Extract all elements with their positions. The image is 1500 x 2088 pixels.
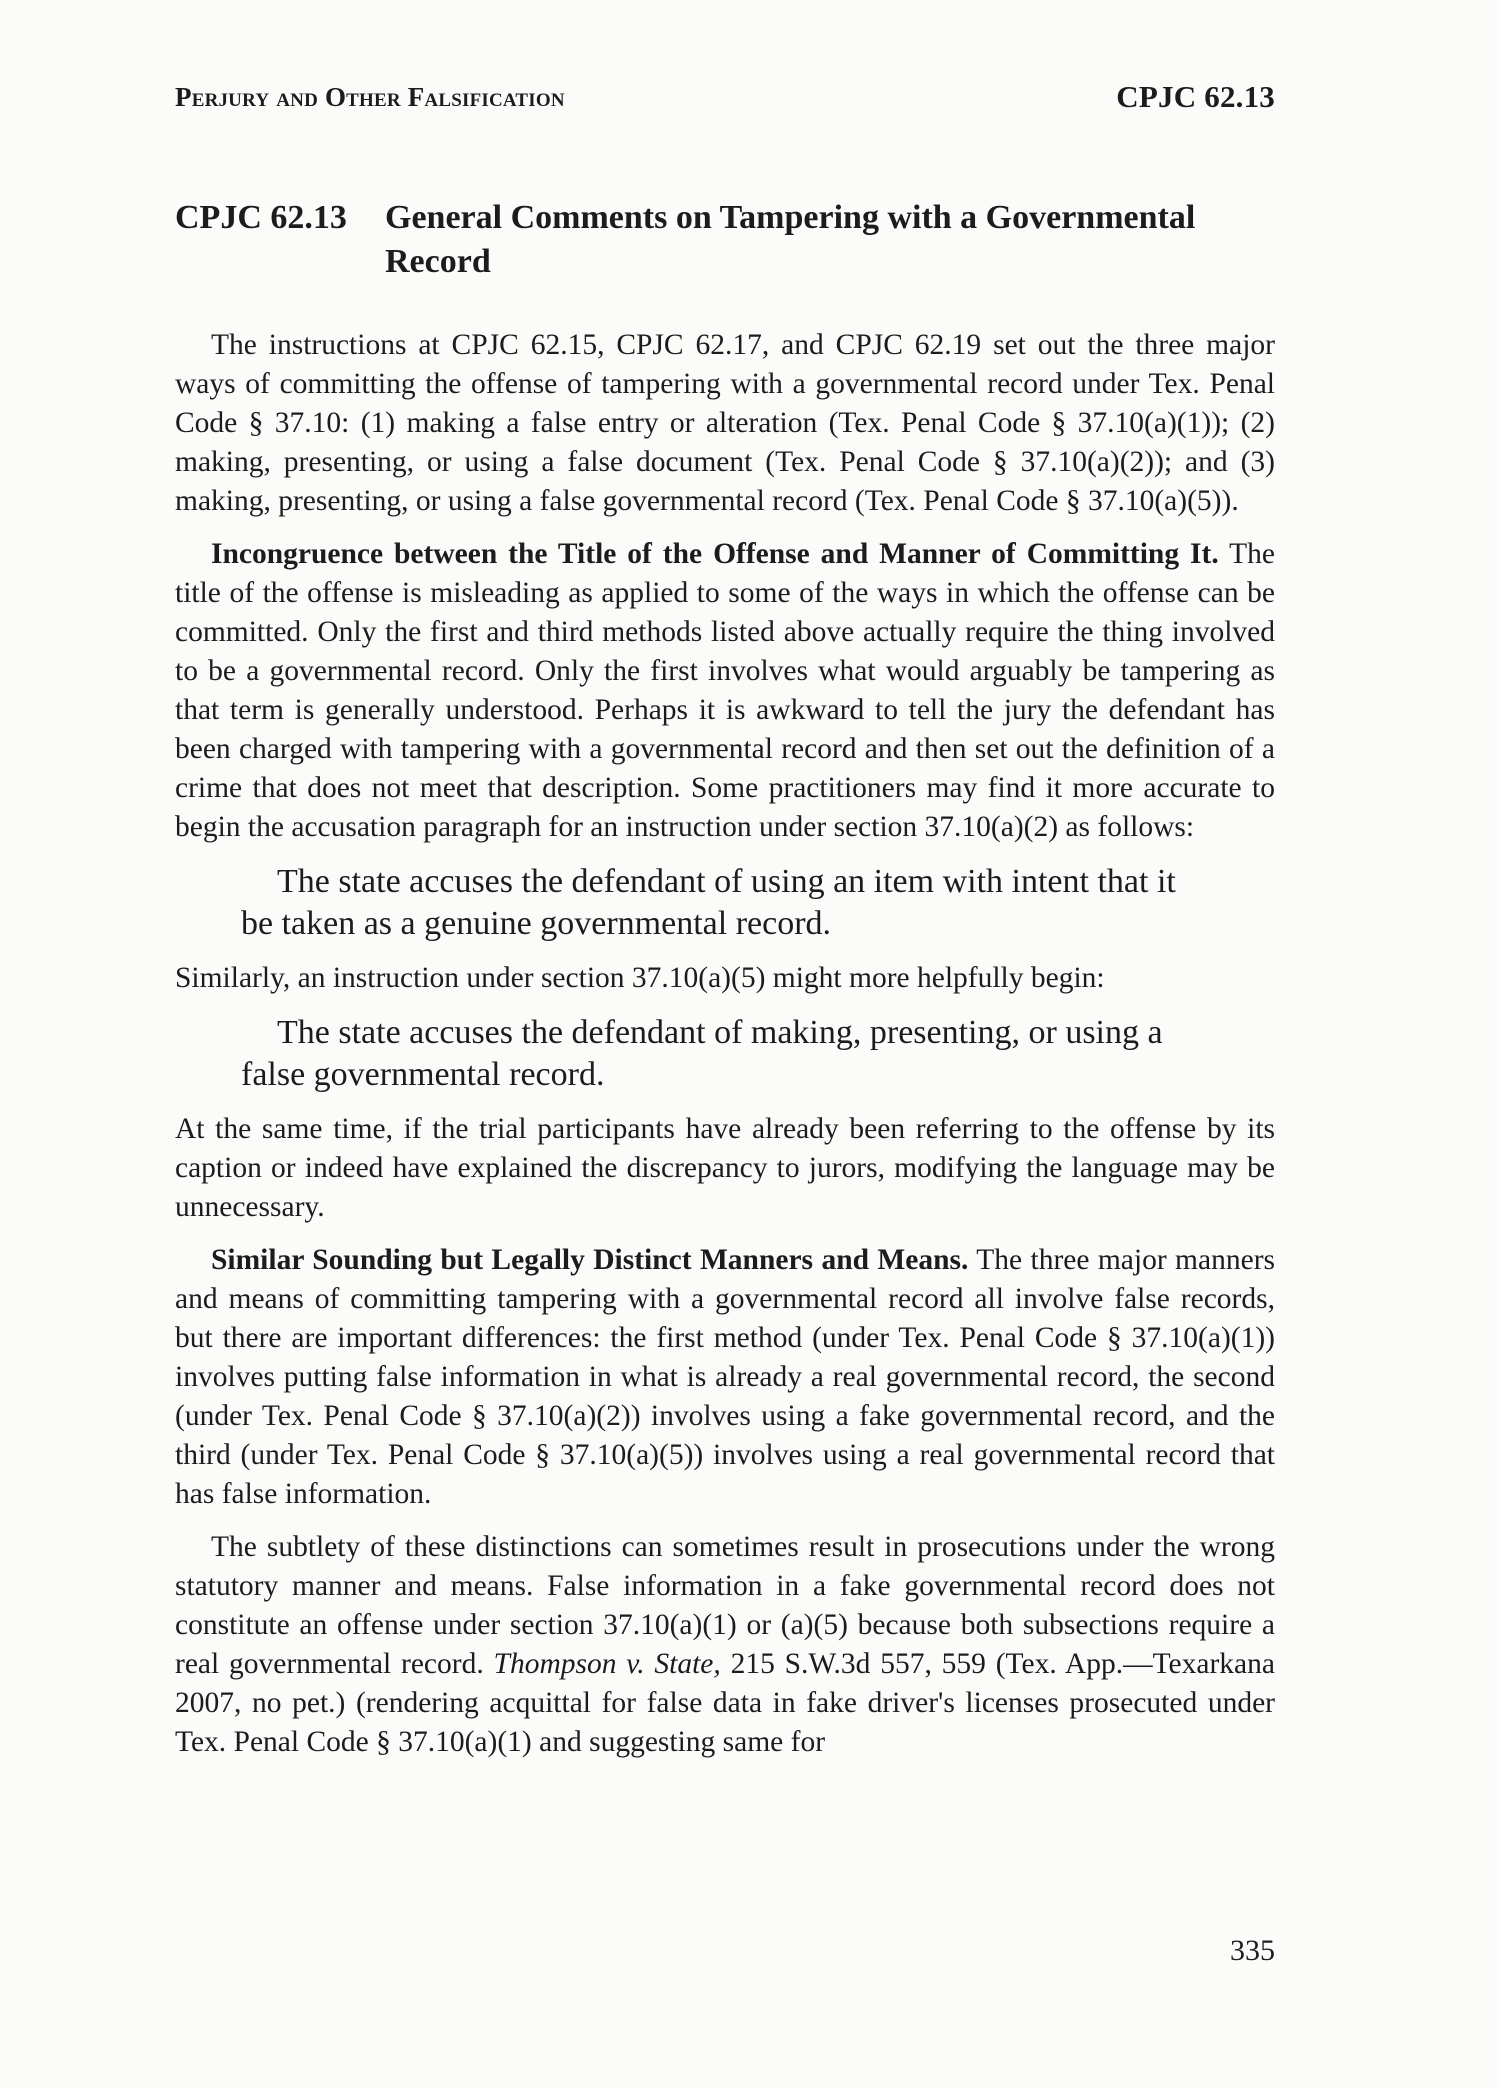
block-quote-2: The state accuses the defendant of making, presenting, or using a false governmental record. [241,1014,1163,1093]
document-page [175,0,1275,2088]
paragraph-similar-sounding [175,1241,1275,1514]
paragraph-similarly: Similarly, an instruction under section 37.10(a)(5) might more helpfully begin: [175,962,1105,994]
paragraph-incongruence-text: The title of the offense is misleading as applied to some of the ways in which the offense can be committed. Only the first and third methods listed above actually require the thing involved to be a governmental record. Only the first involves what would arguably be tampering as that term is generally understood. Perhaps it is awkward to tell the jury the defendant has been charged with tampering with a governmental record and then set out the definition of a crime that does not meet that description. Some practitioners may find it more accurate to begin the accusation paragraph for an instruction under section 37.10(a)(2) as follows: [175,538,1275,843]
running-head-section: CPJC 62.13 [1116,79,1275,114]
paragraph-similar-sounding-text: The three major manners and means of committing tampering with a governmental record all involve false records, but there are important differences: the first method (under Tex. Penal Code § 37.10(a)(1)) involves putting false information in what is already a real governmental record, the second (under Tex. Penal Code § 37.10(a)(2)) involves using a fake governmental record, and the third (under Tex. Penal Code § 37.10(a)(5)) involves using a real governmental record that has false information. [175,1244,1275,1510]
section-number: CPJC 62.13 [175,199,347,236]
run-in-heading-incongruence: Incongruence between the Title of the Offense and Manner of Committing It. [211,538,1219,570]
run-in-heading-similar-sounding: Similar Sounding but Legally Distinct Manners and Means. [211,1244,969,1276]
running-head-chapter: Perjury and Other Falsification [175,82,565,112]
case-citation: Thompson v. State, [493,1648,721,1680]
block-quote-1: The state accuses the defendant of using an item with intent that it be taken as a genuine governmental record. [241,863,1176,942]
paragraph-subtlety [175,1528,1275,1762]
body-text [175,326,1275,1776]
paragraph-subtlety-text-2: 215 S.W.3d 557, 559 (Tex. App.—Texarkana 2007, no pet.) (rendering acquittal for false data in fake driver's licenses prosecuted under Tex. Penal Code § 37.10(a)(1) and suggesting same for [175,1648,1275,1758]
paragraph-subtlety-text-1: The subtlety of these distinctions can sometimes result in prosecutions under the wrong statutory manner and means. False information in a fake governmental record does not constitute an offense under section 37.10(a)(1) or (a)(5) because both subsections require a real governmental record. [175,1531,1275,1680]
page-number: 335 [1230,1934,1275,1967]
section-title: General Comments on Tampering with a Governmental Record [385,199,1196,280]
paragraph-incongruence [175,535,1275,847]
paragraph-intro: The instructions at CPJC 62.15, CPJC 62.17, and CPJC 62.19 set out the three major ways of committing the offense of tampering with a governmental record under Tex. Penal Code § 37.10: (1) making a false entry or alteration (Tex. Penal Code § 37.10(a)(1)); (2) making, presenting, or using a false document (Tex. Penal Code § 37.10(a)(2)); and (3) making, presenting, or using a false governmental record (Tex. Penal Code § 37.10(a)(5)). [175,329,1275,517]
paragraph-same-time: At the same time, if the trial participants have already been referring to the offense by its caption or indeed have explained the discrepancy to jurors, modifying the language may be unnecessary. [175,1113,1275,1223]
